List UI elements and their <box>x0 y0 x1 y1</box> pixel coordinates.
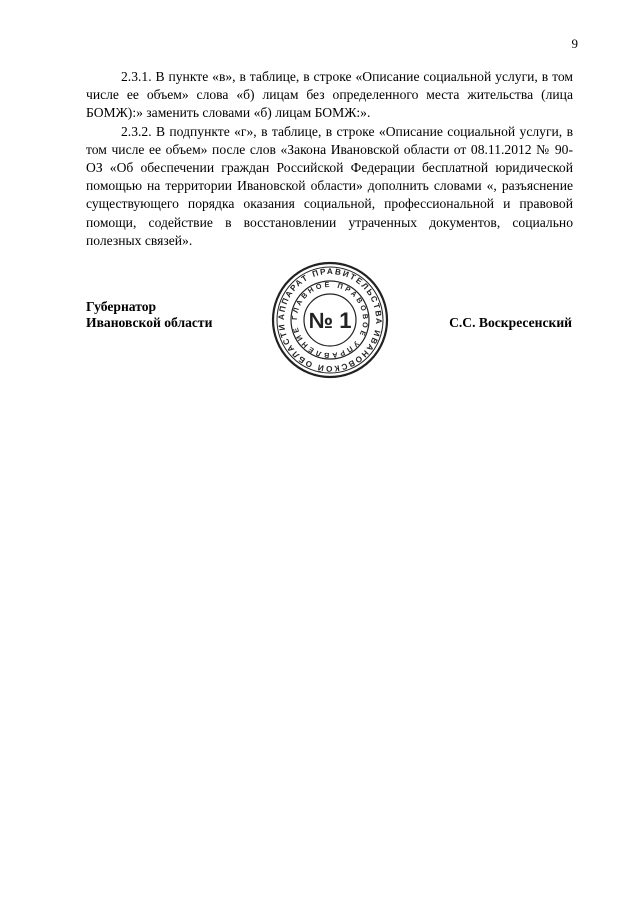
stamp-center-number: № 1 <box>308 308 352 333</box>
paragraph-2-3-2: 2.3.2. В подпункте «г», в таблице, в строке «Описание социальной услуги, в том числе ее объем» после слов «Закона Ивановской области от 08.11.2012 № 90-ОЗ «Об обеспечении граждан Российской Федерации бесплатной юридической помощью на территории Ивановской области» дополнить словами «, разъяснение существующего порядка оказания социальной, профессиональной и правовой помощи, содействие в восстановлении утраченных документов, социально полезных связей». <box>86 123 573 248</box>
signatory-title <box>86 299 212 331</box>
paragraph-2-3-1: 2.3.1. В пункте «в», в таблице, в строке «Описание социальной услуги, в том числе ее объем» слова «б) лицам без определенного места жительства (лица БОМЖ):» заменить словами «б) лицам БОМЖ:». <box>86 69 573 121</box>
official-stamp <box>270 260 390 380</box>
page-number: 9 <box>571 36 578 51</box>
stamp-outer-text: АППАРАТ ПРАВИТЕЛЬСТВА ИВАНОВСКОЙ ОБЛАСТИ <box>276 266 384 374</box>
stamp-inner-text: ГЛАВНОЕ ПРАВОВОЕ УПРАВЛЕНИЕ <box>289 279 371 361</box>
body-text <box>86 68 573 250</box>
signatory-name: С.С. Воскресенский <box>449 315 572 330</box>
signatory-title-line1: Губернатор <box>86 299 157 314</box>
signatory-title-line2: Ивановской области <box>86 315 213 330</box>
